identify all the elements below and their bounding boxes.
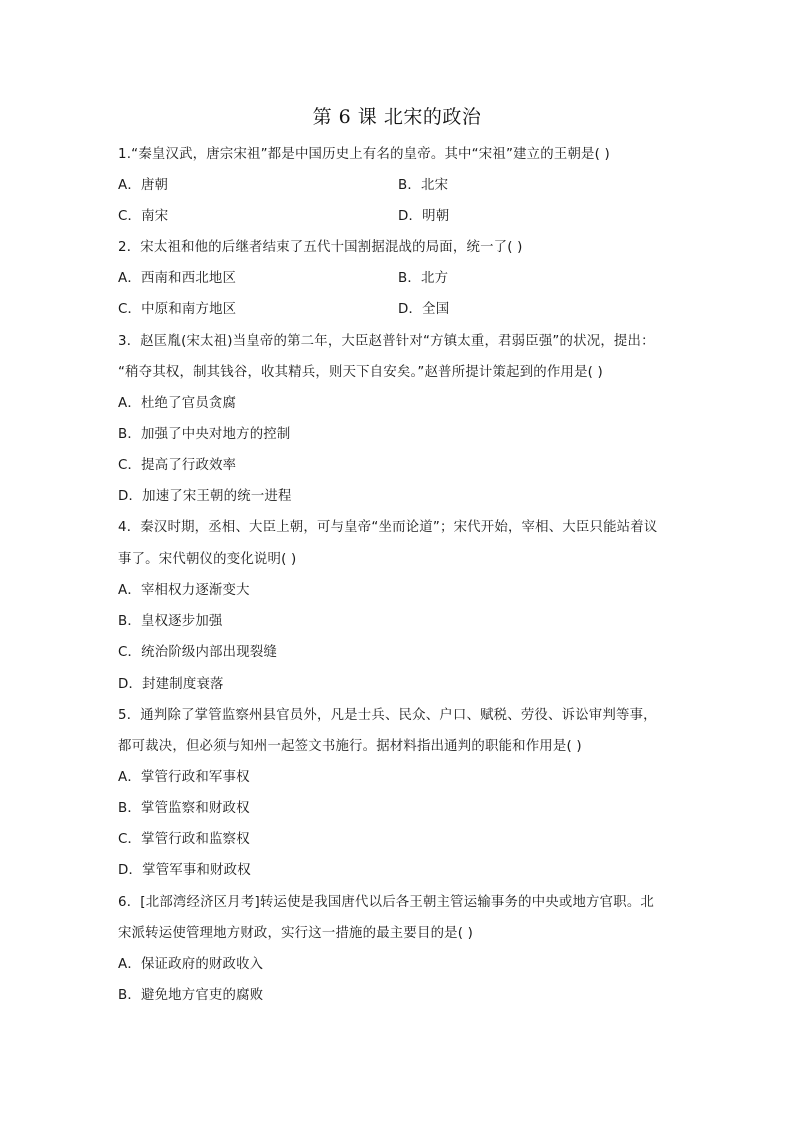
question-1-stem: 1.“秦皇汉武，唐宗宋祖”都是中国历史上有名的皇帝。其中“宋祖”建立的王朝是( ) — [118, 147, 610, 162]
question-4-stem-line-1: 4．秦汉时期，丞相、大臣上朝，可与皇帝“坐而论道”；宋代开始，宰相、大臣只能站着议 — [118, 520, 658, 535]
question-4-option-d: D．封建制度衰落 — [118, 677, 224, 692]
question-2-stem: 2．宋太祖和他的后继者结束了五代十国割据混战的局面，统一了( ) — [118, 240, 523, 255]
question-3-option-b: B．加强了中央对地方的控制 — [118, 427, 291, 442]
question-2-option-b: B．北方 — [398, 271, 449, 286]
question-3-stem-line-1: 3．赵匡胤(宋太祖)当皇帝的第二年，大臣赵普针对“方镇太重，君弱臣强”的状况，提出： — [118, 334, 655, 349]
question-5-option-a: A．掌管行政和军事权 — [118, 770, 250, 785]
question-6-option-b: B．避免地方官吏的腐败 — [118, 988, 264, 1003]
page-title: 第 6 课 北宋的政治 — [312, 106, 482, 128]
question-6-stem-line-1: 6．[北部湾经济区月考]转运使是我国唐代以后各王朝主管运输事务的中央或地方官职。北 — [118, 895, 655, 910]
question-6-option-a: A．保证政府的财政收入 — [118, 957, 264, 972]
question-6-stem-line-2: 宋派转运使管理地方财政，实行这一措施的最主要目的是( ) — [118, 926, 474, 941]
question-5-stem-line-1: 5．通判除了掌管监察州县官员外，凡是士兵、民众、户口、赋税、劳役、诉讼审判等事， — [118, 708, 657, 723]
question-3-option-c: C．提高了行政效率 — [118, 458, 237, 473]
question-1-option-a: A．唐朝 — [118, 178, 169, 193]
question-3-stem-line-2: “稍夺其权，制其钱谷，收其精兵，则天下自安矣。”赵普所提计策起到的作用是( ) — [118, 365, 603, 380]
question-1-option-b: B．北宋 — [398, 178, 449, 193]
question-4-option-c: C．统治阶级内部出现裂缝 — [118, 645, 278, 660]
question-2-option-d: D．全国 — [398, 302, 450, 317]
question-4-stem-line-2: 事了。宋代朝仪的变化说明( ) — [118, 552, 297, 567]
question-3-option-a: A．杜绝了官员贪腐 — [118, 396, 237, 411]
question-2-option-c: C．中原和南方地区 — [118, 302, 237, 317]
question-4-option-b: B．皇权逐步加强 — [118, 614, 223, 629]
question-3-option-d: D．加速了宋王朝的统一进程 — [118, 489, 292, 504]
question-1-option-c: C．南宋 — [118, 209, 169, 224]
question-5-option-b: B．掌管监察和财政权 — [118, 801, 250, 816]
question-5-option-d: D．掌管军事和财政权 — [118, 863, 251, 878]
question-2-option-a: A．西南和西北地区 — [118, 271, 237, 286]
question-4-option-a: A．宰相权力逐渐变大 — [118, 583, 250, 598]
question-5-option-c: C．掌管行政和监察权 — [118, 832, 250, 847]
question-5-stem-line-2: 都可裁决，但必须与知州一起签文书施行。据材料指出通判的职能和作用是( ) — [118, 739, 582, 754]
question-1-option-d: D．明朝 — [398, 209, 450, 224]
